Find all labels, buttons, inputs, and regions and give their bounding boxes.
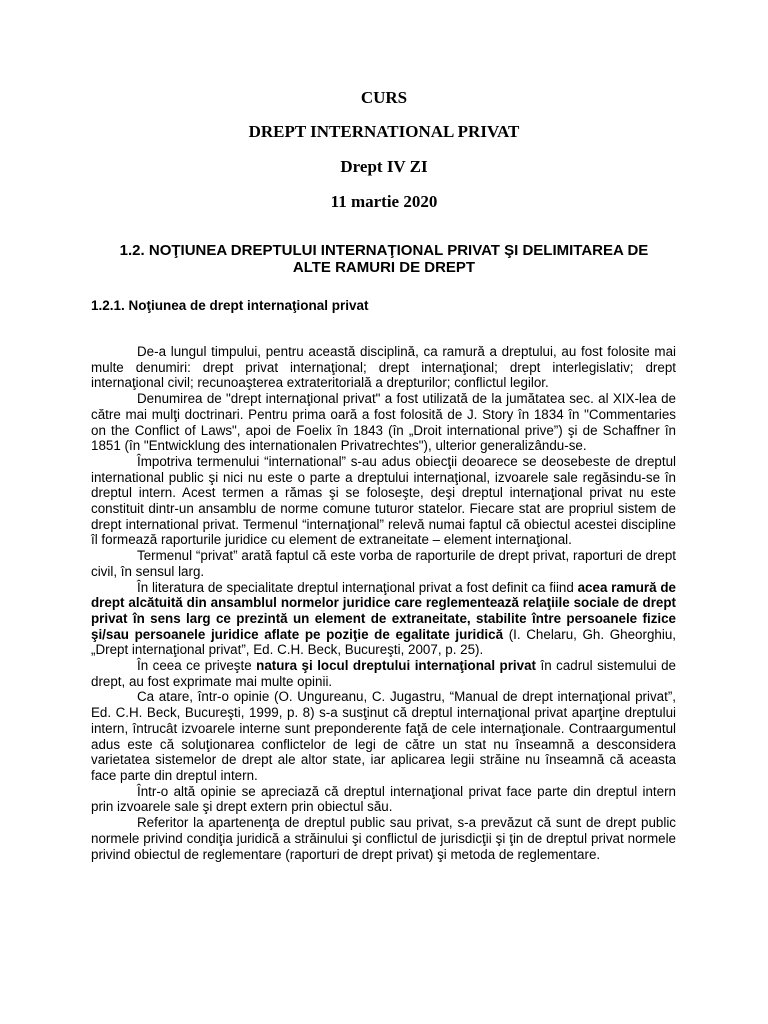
paragraph: Denumirea de "drept internaţional privat" a fost utilizată de la jumătatea sec. al XIX-lea de către mai mulţi doctrinari. Pentru prima oară a fost folosită de J. Story în 1834 în "Commentaries on the Conflict of Laws", apoi de Foelix în 1843 (în „Droit international prive”) şi de Schaffner în 1851 (în "Entwicklung des internationalen Privatrechtes"), ulterior generalizându-se. [91, 391, 676, 454]
body-text [91, 344, 676, 862]
text-run: în cadrul sistemului de drept, au fost exprimate mai multe opinii. [91, 658, 676, 689]
paragraph-definition [91, 580, 676, 659]
text-run: În ceea ce priveşte [137, 658, 257, 674]
nature-bold: natura şi locul dreptului internaţional privat [256, 658, 536, 674]
section-title-line-1: 1.2. NOŢIUNEA DREPTULUI INTERNAŢIONAL PRIVAT ŞI DELIMITAREA DE [119, 242, 649, 259]
subsection-title: 1.2.1. Noţiunea de drept internaţional privat [91, 298, 369, 313]
paragraph: Într-o altă opinie se apreciază că dreptul internaţional privat face parte din dreptul intern prin izvoarele sale şi drept extern prin obiectul său. [91, 783, 676, 815]
course-label: CURS [360, 88, 408, 107]
paragraph: Împotriva termenului “international” s-au adus obiecţii deoarece se deosebeste de dreptul international public şi nici nu este o parte a dreptului internaţional, izvoarele sale regăsindu-se în dreptul intern. Acest termen a rămas şi se foloseşte, deşi dreptul internaţional privat nu este constituit dintr-un ansamblu de norme comune tuturor statelor. Fiecare stat are propriul sistem de drept international privat. Termenul “internaţional” relevă numai faptul că obiectul acestei discipline îl formează raporturile juridice cu element de extraneitate – element internaţional. [91, 453, 676, 548]
paragraph-nature [91, 658, 676, 689]
section-title-line-2: ALTE RAMURI DE DREPT [292, 259, 476, 276]
group-label: Drept IV ZI [340, 157, 428, 176]
paragraph: Termenul “privat” arată faptul că este vorba de raporturile de drept privat, raporturi de drept civil, în sensul larg. [91, 548, 676, 579]
text-run: (I. Chelaru, Gh. Gheorghiu, „Drept internaţional privat”, Ed. C.H. Beck, Bucureşti, 2007, p. 25). [91, 626, 676, 658]
paragraph: Ca atare, într-o opinie (O. Ungureanu, C. Jugastru, “Manual de drept internaţional privat”, Ed. C.H. Beck, Bucureşti, 1999, p. 8) s-a susţinut că dreptul internaţional privat aparţine dreptului intern, întrucât izvoarele interne sunt preponderente faţă de cele internaţionale. Contraargumentul adus este că soluţionarea conflictelor de legi de către un stat nu înseamnă a desconsidera varietatea sistemelor de drept ale altor state, iar aplicarea legii străine nu înseamnă că aceasta face parte din dreptul intern. [91, 689, 676, 783]
paragraph: De-a lungul timpului, pentru această disciplină, ca ramură a dreptului, au fost folosite mai multe denumiri: drept privat internaţional; drept internaţional; drept interlegislativ; drept internaţional civil; recunoaşterea extrateritorială a drepturilor; conflictul legilor. [91, 344, 676, 391]
text-run: În literatura de specialitate dreptul internaţional privat a fost definit ca fiind [137, 579, 578, 595]
subject-title: DREPT INTERNATIONAL PRIVAT [248, 122, 520, 141]
paragraph: Referitor la apartenenţa de dreptul public sau privat, s-a prevăzut că sunt de drept public normele privind condiţia juridică a străinului şi conflictul de jurisdicţii şi ţin de dreptul privat normele privind obiectul de reglementare (raporturi de drept privat) şi metoda de reglementare. [91, 815, 676, 862]
date-label: 11 martie 2020 [330, 192, 438, 211]
definition-bold: acea ramură de drept alcătuită din ansamblul normelor juridice care reglementează relaţiile sociale de drept privat în sens larg ce prezintă un element de extraneitate, stabilite între persoanele fizice şi/sau persoanele juridice aflate pe poziţie de egalitate juridică [91, 579, 676, 642]
